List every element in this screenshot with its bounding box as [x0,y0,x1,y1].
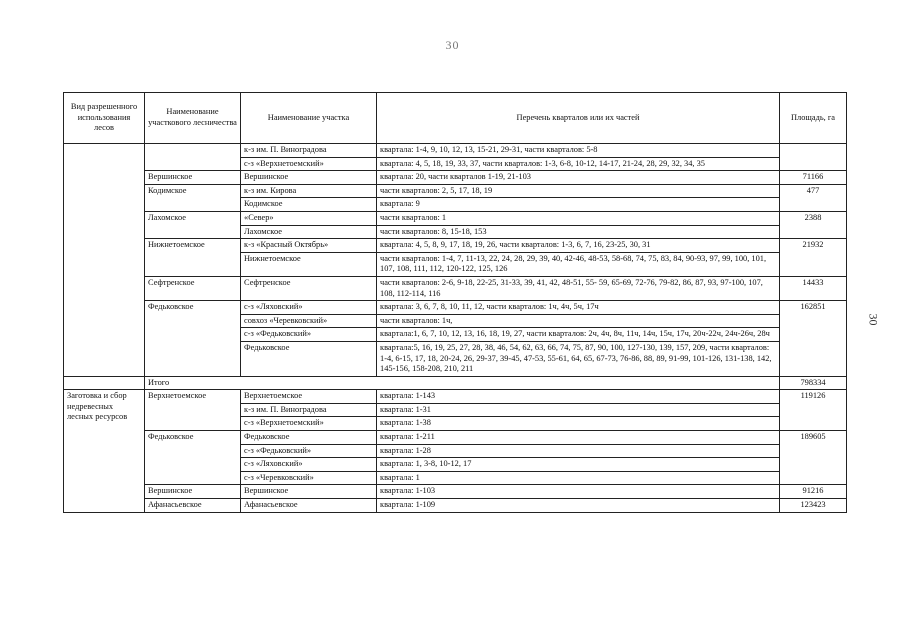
table-row [64,171,847,185]
header-site: Наименование участка [241,93,377,144]
quarters-cell: части кварталов: 2, 5, 17, 18, 19 [377,184,780,198]
quarters-cell: части кварталов: 1ч, [377,314,780,328]
site-cell: Кодимское [241,198,377,212]
site-cell: Верхнетоемское [241,390,377,404]
area-cell: 91216 [780,485,847,499]
use-cell: Заготовка и сбор недревесных лесных ресурсов [64,390,145,512]
total-label: Итого [145,376,780,390]
quarters-cell: части кварталов: 2-6, 9-18, 22-25, 31-33, 39, 41, 42, 48-51, 55- 59, 65-69, 72-76, 79-82, 86, 87, 93, 97-100, 107, 108, 112-114, 116 [377,276,780,300]
site-cell: совхоз «Черевковский» [241,314,377,328]
table-row [64,390,847,404]
district-cell: Вершинское [145,485,241,499]
site-cell: Афанасьевское [241,499,377,513]
table-row [64,485,847,499]
quarters-cell: квартала: 4, 5, 8, 9, 17, 18, 19, 26, части кварталов: 1-3, 6, 7, 16, 23-25, 30, 31 [377,239,780,253]
area-cell: 14433 [780,276,847,300]
table-row [64,239,847,253]
total-area: 798334 [780,376,847,390]
district-cell: Нижнетоемское [145,239,241,277]
quarters-cell: квартала: 1, 3-8, 10-12, 17 [377,458,780,472]
table-row [64,144,847,158]
site-cell: с-з «Ляховский» [241,301,377,315]
header-use: Вид разрешенного использования лесов [64,93,145,144]
quarters-cell: квартала: 1-211 [377,431,780,445]
site-cell: «Север» [241,211,377,225]
quarters-cell: квартала: 1-31 [377,403,780,417]
site-cell: к-з им. П. Виноградова [241,403,377,417]
area-cell [780,144,847,171]
district-cell: Афанасьевское [145,499,241,513]
quarters-cell: квартала: 1-103 [377,485,780,499]
site-cell: с-з «Верхнетоемский» [241,417,377,431]
district-cell: Кодимское [145,184,241,211]
area-cell: 123423 [780,499,847,513]
site-cell: с-з «Федьковский» [241,444,377,458]
site-cell: с-з «Черевковский» [241,471,377,485]
quarters-cell: квартала: 9 [377,198,780,212]
site-cell: к-з им. Кирова [241,184,377,198]
header-area: Площадь, га [780,93,847,144]
quarters-cell: квартала: 1-109 [377,499,780,513]
header-district: Наименование участкового лесничества [145,93,241,144]
quarters-cell: квартала: 1-4, 9, 10, 12, 13, 15-21, 29-31, части кварталов: 5-8 [377,144,780,158]
area-cell: 71166 [780,171,847,185]
district-cell: Сефтренское [145,276,241,300]
quarters-cell: квартала: 1-28 [377,444,780,458]
site-cell: к-з «Красный Октябрь» [241,239,377,253]
site-cell: Федьковское [241,431,377,445]
area-cell: 162851 [780,301,847,377]
area-cell: 119126 [780,390,847,431]
site-cell: Вершинское [241,171,377,185]
district-cell: Вершинское [145,171,241,185]
table-row [64,211,847,225]
total-row [64,376,847,390]
site-cell: Лахомское [241,225,377,239]
site-cell: с-з «Верхнетоемский» [241,157,377,171]
table-row [64,499,847,513]
quarters-cell: квартала: 4, 5, 18, 19, 33, 37, части кварталов: 1-3, 6-8, 10-12, 14-17, 21-24, 28, 29, 32, 34, 35 [377,157,780,171]
forest-quarters-table [63,92,847,513]
quarters-cell: квартала:1, 6, 7, 10, 12, 13, 16, 18, 19, 27, части кварталов: 2ч, 4ч, 8ч, 11ч, 14ч, 15ч, 17ч, 20ч-22ч, 24ч-26ч, 28ч [377,328,780,342]
district-cell: Федьковское [145,301,241,377]
area-cell: 477 [780,184,847,211]
district-cell: Федьковское [145,431,241,485]
area-cell: 189605 [780,431,847,485]
district-cell [145,144,241,171]
site-cell: Сефтренское [241,276,377,300]
quarters-cell: квартала: 20, части кварталов 1-19, 21-103 [377,171,780,185]
quarters-cell: части кварталов: 1 [377,211,780,225]
use-cell [64,376,145,390]
district-cell: Верхнетоемское [145,390,241,431]
table-row [64,184,847,198]
site-cell: с-з «Ляховский» [241,458,377,472]
table-row [64,276,847,300]
side-page-number: 30 [866,313,881,326]
table-row [64,431,847,445]
area-cell: 21932 [780,239,847,277]
page-number: 30 [445,38,460,52]
quarters-cell: квартала: 1-143 [377,390,780,404]
area-cell: 2388 [780,211,847,238]
quarters-cell: квартала:5, 16, 19, 25, 27, 28, 38, 46, 54, 62, 63, 66, 74, 75, 87, 90, 100, 127-130, 139, 157, 209, части кварталов: 1-4, 6-15, 17, 18, 20-24, 26, 29-37, 39-45, 47-53, 55-61, 64, 65, 67-73, 76-86, 88, 89, 91-99, 101-126, 131-138, 142, 145-156, 158-208, 210, 211 [377,341,780,376]
table-header-row [64,93,847,144]
site-cell: Вершинское [241,485,377,499]
use-cell [64,144,145,377]
site-cell: Нижнетоемское [241,252,377,276]
site-cell: с-з «Федьковский» [241,328,377,342]
site-cell: к-з им. П. Виноградова [241,144,377,158]
site-cell: Федьковское [241,341,377,376]
table-row [64,301,847,315]
header-quarters: Перечень кварталов или их частей [377,93,780,144]
quarters-cell: части кварталов: 1-4, 7, 11-13, 22, 24, 28, 29, 39, 40, 42-46, 48-53, 58-68, 74, 75, 83, 84, 90-93, 97, 99, 100, 101, 107, 108, 111, 112, 120-122, 125, 126 [377,252,780,276]
quarters-cell: квартала: 1-38 [377,417,780,431]
district-cell: Лахомское [145,211,241,238]
quarters-cell: части кварталов: 8, 15-18, 153 [377,225,780,239]
quarters-cell: квартала: 3, 6, 7, 8, 10, 11, 12, части кварталов: 1ч, 4ч, 5ч, 17ч [377,301,780,315]
quarters-cell: квартала: 1 [377,471,780,485]
